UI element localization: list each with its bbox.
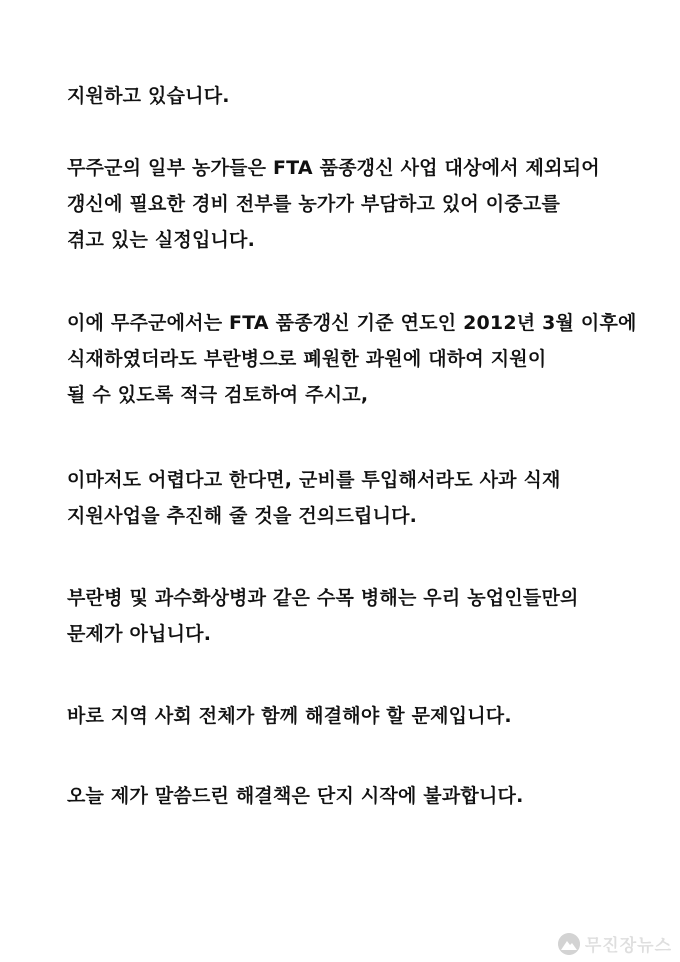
text-line: 문제가 아닙니다. bbox=[67, 623, 212, 645]
text-line: 될 수 있도록 적극 검토하여 주시고, bbox=[67, 384, 369, 406]
paragraph-7 bbox=[67, 778, 627, 814]
text-line: 무주군의 일부 농가들은 FTA 품종갱신 사업 대상에서 제외되어 bbox=[67, 157, 600, 179]
text-line: 이마저도 어렵다고 한다면, 군비를 투입해서라도 사과 식재 bbox=[67, 469, 561, 491]
text-line: 바로 지역 사회 전체가 함께 해결해야 할 문제입니다. bbox=[67, 705, 512, 727]
text-line: 지원하고 있습니다. bbox=[67, 85, 230, 107]
paragraph-1 bbox=[67, 78, 627, 114]
paragraph-3 bbox=[67, 305, 637, 413]
text-line: 이에 무주군에서는 FTA 품종갱신 기준 연도인 2012년 3월 이후에 bbox=[67, 312, 637, 334]
text-line: 부란병 및 과수화상병과 같은 수목 병해는 우리 농업인들만의 bbox=[67, 587, 579, 609]
text-line: 지원사업을 추진해 줄 것을 건의드립니다. bbox=[67, 505, 418, 527]
text-line: 식재하였더라도 부란병으로 폐원한 과원에 대하여 지원이 bbox=[67, 348, 547, 370]
watermark bbox=[558, 931, 672, 956]
paragraph-2 bbox=[67, 150, 627, 258]
paragraph-6 bbox=[67, 698, 627, 734]
watermark-text: 무진장뉴스 bbox=[584, 936, 672, 956]
paragraph-5 bbox=[67, 580, 627, 652]
mountain-logo-icon bbox=[558, 933, 580, 955]
text-line: 갱신에 필요한 경비 전부를 농가가 부담하고 있어 이중고를 bbox=[67, 193, 561, 215]
text-line: 오늘 제가 말씀드린 해결책은 단지 시작에 불과합니다. bbox=[67, 785, 524, 807]
text-line: 겪고 있는 실정입니다. bbox=[67, 229, 256, 251]
paragraph-4 bbox=[67, 462, 627, 534]
